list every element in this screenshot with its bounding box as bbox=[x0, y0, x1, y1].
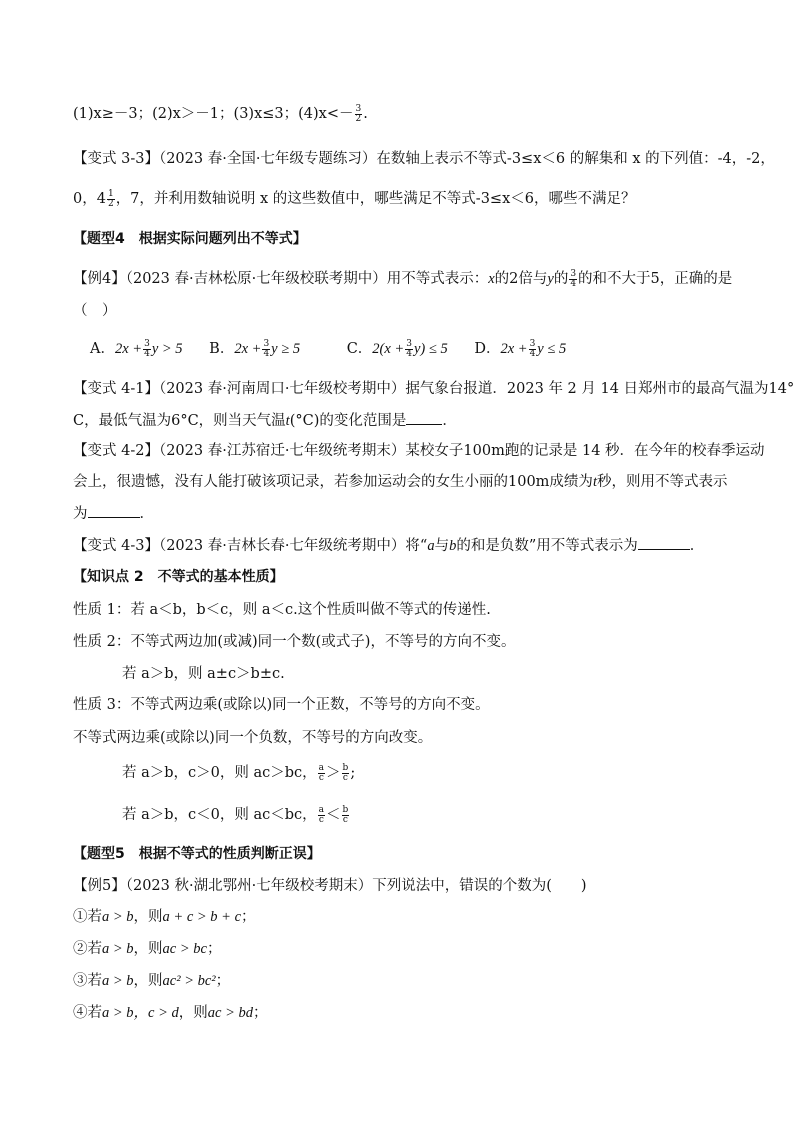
example-4-line2: （ ） bbox=[73, 303, 117, 319]
fraction: $\frac{3}{4}$ bbox=[570, 268, 577, 289]
list-item[interactable]: ②若a > b，则ac > bc； bbox=[73, 941, 222, 957]
example-5: 【例5】（2023 秋·湖北鄂州·七年级校考期末）下列说法中，错误的个数为( ) bbox=[73, 878, 587, 894]
answer-blank[interactable] bbox=[406, 410, 442, 425]
section-header-type5: 【题型5 根据不等式的性质判断正误】 bbox=[73, 846, 321, 862]
option-c[interactable]: C．2(x + $\frac{3}{4}$ y) ≤ 5 bbox=[346, 338, 448, 359]
variant-4-2-line1: 【变式 4-2】（2023 春·江苏宿迁·七年级统考期末）某校女子100m跑的记录是 14 秒．在今年的校春季运动 bbox=[73, 443, 765, 459]
option-b[interactable]: B．2x + $\frac{3}{4}$ y ≥ 5 bbox=[209, 338, 301, 359]
variant-3-3-line1: 【变式 3-3】（2023 春·全国·七年级专题练习）在数轴上表示不等式-3≤x＜6 的解集和 x 的下列值：-4，-2， bbox=[73, 151, 775, 167]
property-3: 性质 3：不等式两边乘(或除以)同一个正数，不等号的方向不变。 bbox=[73, 697, 490, 713]
answer-blank[interactable] bbox=[638, 535, 690, 550]
variant-4-1-line1: 【变式 4-1】（2023 春·河南周口·七年级校考期中）据气象台报道．2023 年 2 月 14 日郑州市的最高气温为14° bbox=[73, 381, 794, 397]
variant-4-2-line3: 为 ． bbox=[73, 503, 154, 524]
answer-text: (1)x≥－3；(2)x＞－1；(3)x≤3；(4)x<－ bbox=[73, 106, 354, 122]
mixed-fraction: $\frac{1}{2}$ bbox=[107, 188, 114, 209]
example-4-options bbox=[90, 339, 588, 359]
variant-4-1-line2: C，最低气温为6°C，则当天气温t(°C)的变化范围是 ． bbox=[73, 410, 457, 431]
property-3-example-2: 若 a＞b，c＜0，则 ac＜bc， $\frac{a}{c}$ ＜ $\frac{b}{c}$ bbox=[122, 804, 349, 825]
property-2-example: 若 a＞b，则 a±c＞b±c. bbox=[122, 666, 285, 682]
example-4-line1: 【例4】（2023 春·吉林松原·七年级校联考期中）用不等式表示：x的2倍与y的 $\frac{3}{4}$ 的和不大于5，正确的是 bbox=[73, 268, 733, 289]
list-item[interactable]: ①若a > b，则a + c > b + c； bbox=[73, 909, 256, 925]
property-1: 性质 1：若 a＜b，b＜c，则 a＜c.这个性质叫做不等式的传递性. bbox=[73, 602, 491, 618]
option-a[interactable]: A．2x + $\frac{3}{4}$ y > 5 bbox=[90, 338, 183, 359]
section-header-knowledge2: 【知识点 2 不等式的基本性质】 bbox=[73, 569, 284, 585]
section-header-type4: 【题型4 根据实际问题列出不等式】 bbox=[73, 231, 307, 247]
list-item[interactable]: ④若a > b，c > d，则ac > bd； bbox=[73, 1005, 268, 1021]
list-item[interactable]: ③若a > b，则ac² > bc²； bbox=[73, 973, 231, 989]
property-3-example-1: 若 a＞b，c＞0，则 ac＞bc， $\frac{a}{c}$ ＞ $\frac{b}{c}$ ; bbox=[122, 762, 356, 783]
property-3-negative: 不等式两边乘(或除以)同一个负数，不等号的方向改变。 bbox=[73, 730, 433, 746]
variant-4-2-line2: 会上，很遗憾，没有人能打破该项记录，若参加运动会的女生小丽的100m成绩为t秒，则用不等式表示 bbox=[73, 474, 728, 490]
answer-line: (1)x≥－3；(2)x＞－1；(3)x≤3；(4)x<－ $\frac{3}{2}$ . bbox=[73, 103, 368, 124]
answer-blank[interactable] bbox=[88, 503, 140, 518]
property-2: 性质 2：不等式两边加(或减)同一个数(或式子)，不等号的方向不变。 bbox=[73, 634, 516, 650]
fraction: $\frac{3}{2}$ bbox=[355, 103, 362, 124]
variant-3-3-line2: 0，4 $\frac{1}{2}$ ，7，并利用数轴说明 x 的这些数值中，哪些满足不等式-3≤x＜6，哪些不满足？ bbox=[73, 188, 636, 209]
variant-4-3: 【变式 4-3】（2023 春·吉林长春·七年级统考期中）将“a与b的和是负数”用不等式表示为 ． bbox=[73, 535, 704, 556]
option-d[interactable]: D．2x + $\frac{3}{4}$ y ≤ 5 bbox=[474, 338, 567, 359]
